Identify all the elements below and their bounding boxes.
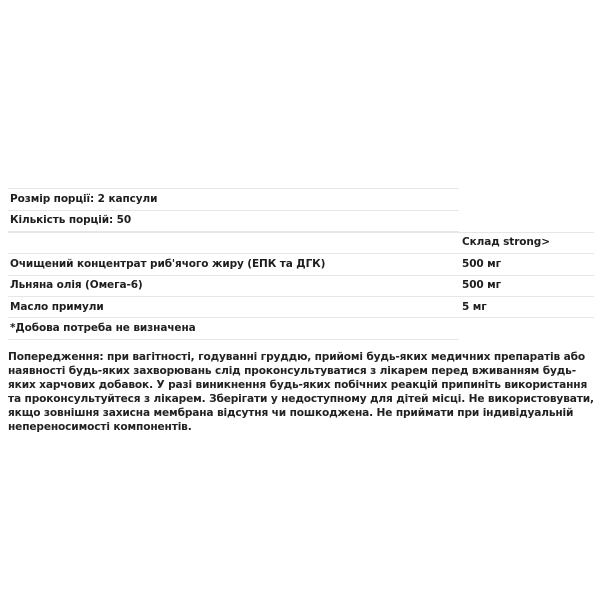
table-divider xyxy=(8,232,594,233)
table-divider xyxy=(8,253,594,254)
ingredient-name: Очищений концентрат риб'ячого жиру (ЕПК та ДГК) xyxy=(10,258,326,270)
table-divider xyxy=(8,296,594,297)
composition-header-amount: Склад strong> xyxy=(462,236,550,248)
ingredient-name: Масло примули xyxy=(10,301,104,313)
ingredient-amount: 5 мг xyxy=(462,301,487,313)
table-divider xyxy=(8,188,459,189)
warning-paragraph: Попередження: при вагітності, годуванні груддю, прийомі будь-яких медичних препаратів або наявності будь-яких захворювань слід проконсультуватися з лікарем перед вживанням будь-яких харчових добавок. У разі виникнення будь-яких побічних реакцій припиніть використання та проконсультуйтеся з лікарем. Зберігати у недоступному для дітей місці. Не використовувати, якщо зовнішня захисна мембрана відсутня чи пошкоджена. Не приймати при індивідуальній непереносимості компонентів. xyxy=(8,351,594,433)
ingredient-name: Льняна олія (Омега-6) xyxy=(10,279,143,291)
serving-size-text: Розмір порції: 2 капсули xyxy=(10,193,158,205)
daily-value-footnote: *Добова потреба не визначена xyxy=(10,322,196,334)
ingredient-amount: 500 мг xyxy=(462,279,502,291)
servings-count-text: Кількість порцій: 50 xyxy=(10,214,132,226)
table-divider xyxy=(8,210,459,211)
table-divider xyxy=(8,275,594,276)
ingredient-amount: 500 мг xyxy=(462,258,502,270)
table-divider xyxy=(8,339,459,340)
table-divider xyxy=(8,317,594,318)
